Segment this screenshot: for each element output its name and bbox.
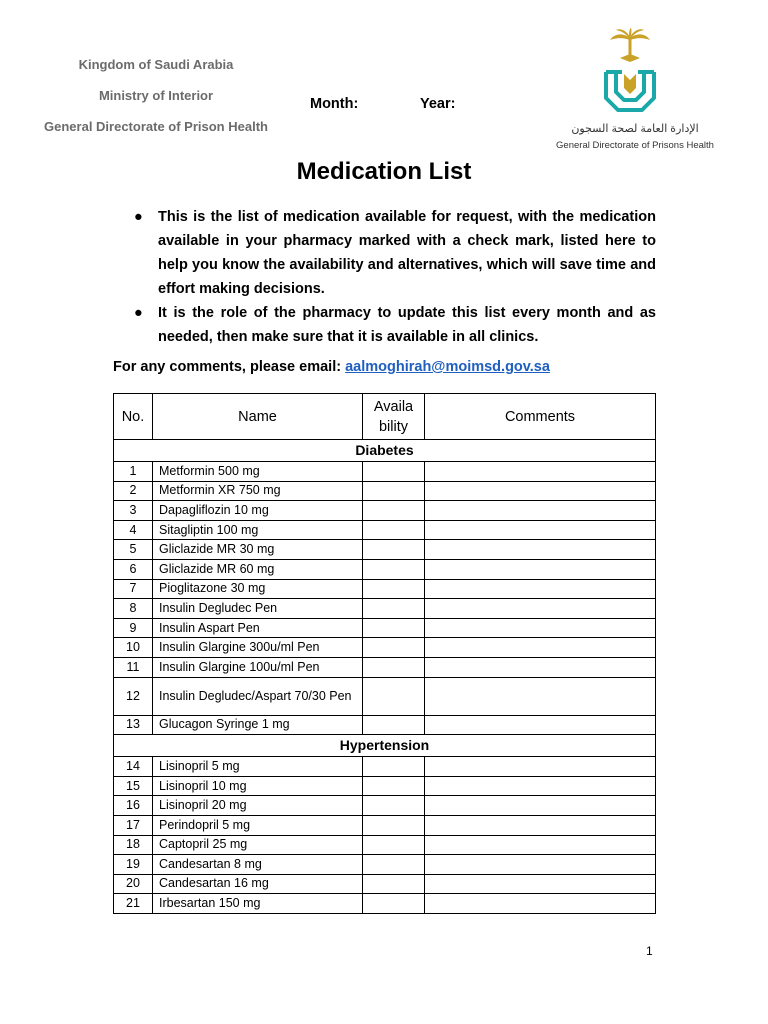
- section-title: Hypertension: [114, 735, 656, 757]
- header-line-directorate: General Directorate of Prison Health: [44, 119, 268, 134]
- instruction-text: This is the list of medication available for request, with the medication available in your pharmacy marked with a check mark, listed here to help you know the availability and alternatives, which will save time and effort making decisions.: [158, 209, 656, 297]
- cell-availability[interactable]: [363, 657, 425, 677]
- cell-comments[interactable]: [425, 874, 656, 894]
- cell-medication-name: Insulin Aspart Pen: [153, 618, 363, 638]
- cell-no: 11: [114, 657, 153, 677]
- table-header-row: [114, 394, 656, 440]
- instruction-item: [130, 205, 656, 301]
- cell-medication-name: Gliclazide MR 60 mg: [153, 559, 363, 579]
- table-row: [114, 757, 656, 777]
- cell-comments[interactable]: [425, 815, 656, 835]
- cell-no: 16: [114, 796, 153, 816]
- table-row: [114, 638, 656, 658]
- cell-medication-name: Perindopril 5 mg: [153, 815, 363, 835]
- cell-medication-name: Dapagliflozin 10 mg: [153, 501, 363, 521]
- table-row: [114, 776, 656, 796]
- cell-medication-name: Lisinopril 20 mg: [153, 796, 363, 816]
- cell-comments[interactable]: [425, 481, 656, 501]
- cell-availability[interactable]: [363, 677, 425, 715]
- cell-medication-name: Candesartan 16 mg: [153, 874, 363, 894]
- table-row: [114, 481, 656, 501]
- cell-availability[interactable]: [363, 815, 425, 835]
- cell-availability[interactable]: [363, 520, 425, 540]
- cell-comments[interactable]: [425, 540, 656, 560]
- cell-comments[interactable]: [425, 520, 656, 540]
- cell-comments[interactable]: [425, 462, 656, 482]
- column-header-availability: Availa bility: [363, 394, 425, 440]
- table-row: [114, 657, 656, 677]
- cell-availability[interactable]: [363, 894, 425, 914]
- table-row: [114, 579, 656, 599]
- cell-comments[interactable]: [425, 618, 656, 638]
- table-row: [114, 501, 656, 521]
- cell-comments[interactable]: [425, 796, 656, 816]
- cell-availability[interactable]: [363, 540, 425, 560]
- cell-medication-name: Gliclazide MR 30 mg: [153, 540, 363, 560]
- cell-comments[interactable]: [425, 599, 656, 619]
- cell-no: 9: [114, 618, 153, 638]
- cell-medication-name: Insulin Degludec/Aspart 70/30 Pen: [153, 677, 363, 715]
- bullet-icon: ●: [134, 305, 143, 321]
- cell-availability[interactable]: [363, 835, 425, 855]
- instruction-item: [130, 301, 656, 349]
- cell-availability[interactable]: [363, 599, 425, 619]
- table-row: [114, 835, 656, 855]
- column-header-name: Name: [153, 394, 363, 440]
- header-organization-block: [36, 56, 276, 149]
- cell-availability[interactable]: [363, 855, 425, 875]
- column-header-comments: Comments: [425, 394, 656, 440]
- cell-comments[interactable]: [425, 677, 656, 715]
- cell-comments[interactable]: [425, 757, 656, 777]
- table-row: [114, 677, 656, 715]
- email-link[interactable]: aalmoghirah@moimsd.gov.sa: [345, 359, 550, 375]
- cell-medication-name: Pioglitazone 30 mg: [153, 579, 363, 599]
- cell-availability[interactable]: [363, 757, 425, 777]
- cell-comments[interactable]: [425, 715, 656, 735]
- table-row: [114, 520, 656, 540]
- cell-medication-name: Captopril 25 mg: [153, 835, 363, 855]
- section-title: Diabetes: [114, 440, 656, 462]
- cell-no: 6: [114, 559, 153, 579]
- cell-availability[interactable]: [363, 638, 425, 658]
- cell-no: 12: [114, 677, 153, 715]
- cell-medication-name: Metformin XR 750 mg: [153, 481, 363, 501]
- cell-no: 7: [114, 579, 153, 599]
- cell-medication-name: Insulin Degludec Pen: [153, 599, 363, 619]
- cell-no: 2: [114, 481, 153, 501]
- comments-email-line: [113, 359, 550, 375]
- cell-medication-name: Insulin Glargine 300u/ml Pen: [153, 638, 363, 658]
- cell-medication-name: Candesartan 8 mg: [153, 855, 363, 875]
- cell-availability[interactable]: [363, 715, 425, 735]
- medication-table-body: [114, 440, 656, 914]
- section-header-row: [114, 735, 656, 757]
- section-header-row: [114, 440, 656, 462]
- table-row: [114, 618, 656, 638]
- cell-comments[interactable]: [425, 638, 656, 658]
- cell-medication-name: Sitagliptin 100 mg: [153, 520, 363, 540]
- table-row: [114, 874, 656, 894]
- cell-no: 5: [114, 540, 153, 560]
- cell-no: 15: [114, 776, 153, 796]
- cell-availability[interactable]: [363, 618, 425, 638]
- cell-no: 20: [114, 874, 153, 894]
- logo-english-caption: General Directorate of Prisons Health: [556, 140, 714, 151]
- cell-medication-name: Insulin Glargine 100u/ml Pen: [153, 657, 363, 677]
- cell-comments[interactable]: [425, 657, 656, 677]
- cell-availability[interactable]: [363, 481, 425, 501]
- cell-no: 19: [114, 855, 153, 875]
- month-label: Month:: [310, 96, 359, 112]
- cell-availability[interactable]: [363, 579, 425, 599]
- cell-medication-name: Lisinopril 10 mg: [153, 776, 363, 796]
- medication-table: [113, 393, 656, 914]
- cell-no: 3: [114, 501, 153, 521]
- column-header-no: No.: [114, 394, 153, 440]
- cell-comments[interactable]: [425, 501, 656, 521]
- logo-arabic-caption: الإدارة العامة لصحة السجون: [571, 123, 699, 135]
- bullet-icon: ●: [134, 209, 143, 225]
- table-row: [114, 599, 656, 619]
- page-title: Medication List: [296, 158, 472, 185]
- cell-comments[interactable]: [425, 776, 656, 796]
- cell-availability[interactable]: [363, 559, 425, 579]
- cell-no: 18: [114, 835, 153, 855]
- cell-medication-name: Metformin 500 mg: [153, 462, 363, 482]
- comments-prompt: For any comments, please email:: [113, 359, 342, 375]
- instruction-text: It is the role of the pharmacy to update this list every month and as needed, then make sure that it is available in all clinics.: [158, 305, 656, 345]
- cell-no: 14: [114, 757, 153, 777]
- cell-availability[interactable]: [363, 796, 425, 816]
- cell-comments[interactable]: [425, 559, 656, 579]
- cell-availability[interactable]: [363, 501, 425, 521]
- table-row: [114, 715, 656, 735]
- cell-availability[interactable]: [363, 874, 425, 894]
- cell-no: 21: [114, 894, 153, 914]
- cell-availability[interactable]: [363, 462, 425, 482]
- table-row: [114, 815, 656, 835]
- table-row: [114, 796, 656, 816]
- cell-medication-name: Glucagon Syringe 1 mg: [153, 715, 363, 735]
- table-row: [114, 894, 656, 914]
- cell-comments[interactable]: [425, 855, 656, 875]
- year-label: Year:: [420, 96, 456, 112]
- cell-no: 17: [114, 815, 153, 835]
- table-row: [114, 462, 656, 482]
- table-row: [114, 559, 656, 579]
- prison-health-logo: [598, 28, 662, 116]
- cell-comments[interactable]: [425, 894, 656, 914]
- cell-no: 8: [114, 599, 153, 619]
- cell-no: 4: [114, 520, 153, 540]
- header-line-ministry: Ministry of Interior: [98, 88, 214, 103]
- instructions-list: [130, 205, 656, 349]
- cell-medication-name: Lisinopril 5 mg: [153, 757, 363, 777]
- cell-comments[interactable]: [425, 835, 656, 855]
- cell-no: 10: [114, 638, 153, 658]
- cell-medication-name: Irbesartan 150 mg: [153, 894, 363, 914]
- header-line-kingdom: Kingdom of Saudi Arabia: [78, 57, 234, 72]
- cell-no: 13: [114, 715, 153, 735]
- cell-comments[interactable]: [425, 579, 656, 599]
- table-row: [114, 540, 656, 560]
- page-number: 1: [646, 944, 653, 958]
- table-row: [114, 855, 656, 875]
- cell-availability[interactable]: [363, 776, 425, 796]
- cell-no: 1: [114, 462, 153, 482]
